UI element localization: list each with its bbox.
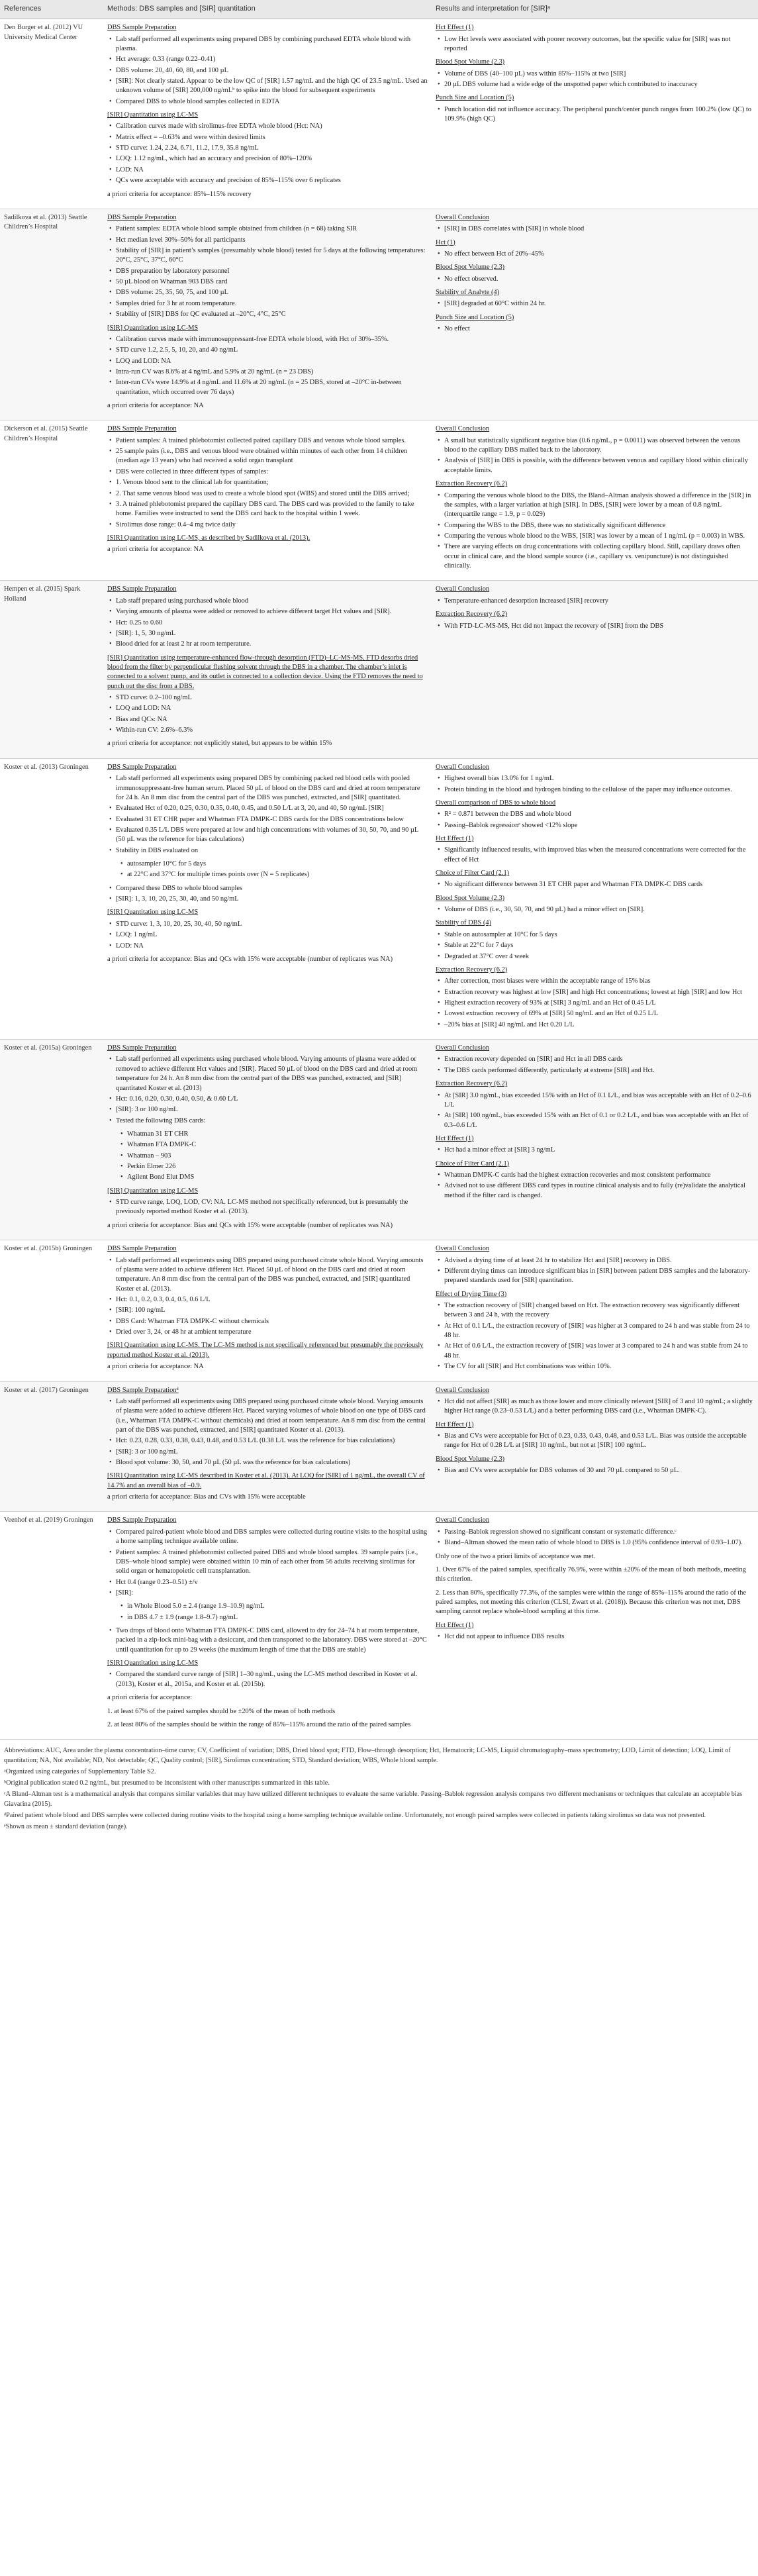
results-bullet-list [436,299,754,309]
table-header-row [0,0,758,19]
results-bullet-list [436,250,754,259]
methods-sub-bullet-item: • autosampler 10°C for 5 days [127,860,428,869]
methods-sub-bullet-item: • Agilent Bond Elut DMS [127,1173,428,1182]
footnote: ᶜA Bland–Altman test is a mathematical analysis that compares similar variables that may have utilized different techniques to evaluate the same variable. Passing–Bablok regression analysis compares two different mechanisms or techniques that calculate an acceptable bias Giavarina (2015). [4,1791,743,1808]
methods-sub-bullet-list [107,1602,428,1622]
reference-cell: Koster et al. (2013) Groningen [0,758,103,1039]
results-cell [432,421,758,581]
results-section-heading: Extraction Recovery (6.2) [436,1080,508,1088]
methods-bullet-item: • LOQ: 1 ng/mL [116,930,428,940]
results-section-heading: Overall Conclusion [436,1245,490,1253]
methods-bullet-list [107,335,428,397]
results-bullet-list [436,846,754,865]
results-bullet-item: • Temperature-enhanced desorption increased [SIR] recovery [444,597,754,606]
table-row [0,19,758,209]
header-references: References [0,0,103,19]
results-bullet-list [436,880,754,889]
methods-bullet-list [107,597,428,650]
methods-bullet-item: • Lab staff performed all experiments using DBS prepared using purchased citrate whole blood. Varying amounts of plasma were added to achieve different Hct. Placed varying volumes of whole blood on one type of DBS card (i.e., Whatman FTA DMPK-C without chemicals) and dried at room temperature. An 8 mm disc from the central part of the DBS was punched, extracted, and [SIR] quantitated Koster et al. (2013). [116,1397,428,1435]
results-section-heading: Overall comparison of DBS to whole blood [436,799,556,807]
results-bullet-list [436,436,754,475]
methods-bullet-item: • Compared the standard curve range of [SIR] 1–30 ng/mL, using the LC-MS method described in Koster et al. (2013), Koster et al., 2015a, and Koster et al. (2015b). [116,1670,428,1689]
footnote: ᵃOrganized using categories of Supplementary Table S2. [4,1767,156,1775]
results-section-heading: Overall Conclusion [436,1386,490,1394]
results-bullet-list [436,224,754,234]
results-bullet-list [436,491,754,571]
results-bullet-item: • At Hct of 0.6 L/L, the extraction recovery of [SIR] was lower at 3 compared to 24 h and was stable from 24 to 48 hr. [444,1342,754,1361]
methods-bullet-item: • 3. A trained phlebotomist prepared the capillary DBS card. The DBS card was provided to the family to take home. Families were instructed to send the DBS card back to the hospital within 1 week. [116,500,428,519]
results-bullet-list [436,810,754,830]
methods-bullet-item: • [SIR]: Not clearly stated. Appear to be the low QC of [SIR] 1.57 ng/mL and the high QC of 23.5 ng/mL. Used an unknown volume of [SIR] 200,000 ng/mLᵇ to spike into the blood for subsequent experiments [116,77,428,96]
results-note: Only one of the two a priori limits of acceptance was met. [436,1552,596,1560]
methods-sub-bullet-item: • Whatman 31 ET CHR [127,1130,428,1139]
results-section-heading: Overall Conclusion [436,763,490,771]
results-bullet-item: • Punch location did not influence accuracy. The peripheral punch/center punch ranges from 100.2% (low QC) to 109.9% (high QC) [444,105,754,124]
methods-note: 2. at least 80% of the samples should be within the range of 85%–115% around the ratio of the paired samples [107,1720,411,1728]
results-bullet-list [436,35,754,54]
methods-bullet-item: • Evaluated 31 ET CHR paper and Whatman FTA DMPK-C DBS cards for the DBS concentrations below [116,815,428,824]
results-bullet-item: • At Hct of 0.1 L/L, the extraction recovery of [SIR] was higher at 3 compared to 24 h and was stable from 24 to 48 hr. [444,1322,754,1341]
results-bullet-item: • Hct had a minor effect at [SIR] 3 ng/mL [444,1146,754,1155]
results-note: 2. Less than 80%, specifically 77.3%, of the samples were within the range of 85%–115% around the ratio of the paired samples, not meeting this criterion (CLSI, Zwart et al. (2018)). Because this criterion was not met, DBS sampling cannot replace whole-blood sampling at this time. [436,1589,747,1616]
results-bullet-item: • There are varying effects on drug concentrations with collecting capillary blood. Still, capillary draws often occur in clinical care, and the blood sample source (i.e., capillary vs. venipuncture) is not distinguished clinically. [444,542,754,571]
table-row [0,421,758,581]
methods-bullet-item: • 1. Venous blood sent to the clinical lab for quantitation; [116,478,428,487]
methods-cell [103,758,432,1039]
table-row [0,1240,758,1381]
results-bullet-list [436,1397,754,1416]
results-bullet-list [436,1171,754,1201]
results-bullet-list [436,70,754,90]
results-section-heading: Hct Effect (1) [436,24,474,32]
results-bullet-item: • Bias and CVs were acceptable for Hct of 0.23, 0.33, 0.43, 0.48, and 0.53 L/L. Bias was outside the acceptable range for Hct of 0.28 L/L at [SIR] 10 ng/mL, but not at [SIR] 100 ng/mL. [444,1432,754,1451]
results-bullet-item: • Volume of DBS (40–100 µL) was within 85%–115% at two [SIR] [444,70,754,79]
results-bullet-item: • With FTD-LC-MS-MS, Hct did not impact the recovery of [SIR] from the DBS [444,622,754,631]
results-bullet-item: • Comparing the WBS to the DBS, there was no statistically significant difference [444,521,754,530]
results-bullet-item: • The extraction recovery of [SIR] changed based on Hct. The extraction recovery was significantly different between 3 and 24 h, with the recovery [444,1301,754,1320]
results-bullet-item: • Bland–Altman showed the mean ratio of whole blood to DBS is 1.0 (95% confidence interval of 0.93–1.07). [444,1538,754,1548]
methods-sub-bullet-item: • in DBS 4.7 ± 1.9 (range 1.8–9.7) ng/mL [127,1613,428,1622]
methods-section-heading: DBS Sample Preparation [107,425,177,433]
methods-sub-bullet-item: • Whatman – 903 [127,1152,428,1161]
methods-bullet-item: • Lab staff performed all experiments using prepared DBS by combining packed red blood cells with pooled immunosuppressant-free human serum. Placed 50 µL of blood on the DBS card and dried at room temperature for 24 h. An 8 mm disc from the central part of the DBS was punched, extracted, and [SIR] quantitated. [116,774,428,803]
results-bullet-item: • Volume of DBS (i.e., 30, 50, 70, and 90 µL) had a minor effect on [SIR]. [444,905,754,915]
methods-bullet-item: • Hct median level 30%–50% for all participants [116,236,428,245]
results-section-heading: Overall Conclusion [436,1044,490,1052]
methods-bullet-item: • Two drops of blood onto Whatman FTA DMPK-C DBS card, allowed to dry for 24–74 h at room temperature, packed in a zip-lock mini-bag with a desiccant, and then transported to the laboratory. DBS were stored at –20°C until quantitation for up to 29 weeks (the maximum length of time that the DBS are stable) [116,1626,428,1655]
methods-bullet-list [107,436,428,530]
methods-bullet-item: • Within-run CV: 2.6%–6.3% [116,726,428,735]
results-bullet-item: • The CV for all [SIR] and Hct combinations was within 10%. [444,1362,754,1371]
methods-bullet-list [107,1055,428,1126]
methods-bullet-item: • DBS preparation by laboratory personnel [116,267,428,276]
results-bullet-item: • Protein binding in the blood and hydrogen binding to the cellulose of the paper may influence outcomes. [444,785,754,795]
table-row [0,1040,758,1240]
methods-bullet-item: • STD curve: 1, 3, 10, 20, 25, 30, 40, 50 ng/mL [116,920,428,929]
results-bullet-list [436,1055,754,1075]
results-bullet-list [436,1432,754,1451]
methods-sub-bullet-list [107,860,428,880]
methods-section-heading: [SIR] Quantitation using LC-MS [107,111,199,119]
methods-bullet-list [107,884,428,905]
methods-bullet-item: • [SIR]: 1, 5, 30 ng/mL [116,629,428,638]
reference-cell: Koster et al. (2015b) Groningen [0,1240,103,1381]
methods-bullet-item: • LOQ and LOD: NA [116,357,428,366]
methods-bullet-item: • Calibration curves made with sirolimus-free EDTA whole blood (Hct: NA) [116,122,428,131]
methods-bullet-item: • [SIR]: [116,1589,428,1598]
results-bullet-item: • No significant difference between 31 ET CHR paper and Whatman FTA DMPK-C DBS cards [444,880,754,889]
results-bullet-list [436,597,754,606]
methods-bullet-list [107,693,428,735]
methods-sub-bullet-item: • Whatman FTA DMPK-C [127,1140,428,1150]
methods-bullet-item: • Patient samples: A trained phlebotomist collected paired capillary DBS and venous whole blood samples. [116,436,428,446]
results-section-heading: Punch Size and Location (5) [436,313,514,321]
results-bullet-item: • –20% bias at [SIR] 40 ng/mL and Hct 0.20 L/L [444,1020,754,1030]
results-bullet-list [436,977,754,1030]
results-bullet-list [436,930,754,962]
methods-bullet-item: • QCs were acceptable with accuracy and precision of 85%–115% over 6 replicates [116,176,428,185]
methods-note: a priori criteria for acceptance: 85%–115% recovery [107,190,252,198]
methods-section-heading: [SIR] Quantitation using LC-MS [107,1187,199,1195]
results-section-heading: Hct Effect (1) [436,1134,474,1142]
methods-bullet-item: • STD curve 1.2, 2.5, 5, 10, 20, and 40 ng/mL [116,346,428,355]
methods-section-heading: [SIR] Quantitation using LC-MS. The LC-MS method is not specifically referenced but presumably the previously reported method Koster et al. (2013). [107,1342,424,1359]
methods-cell [103,1381,432,1512]
results-bullet-list [436,1091,754,1130]
results-bullet-item: • Whatman DMPK-C cards had the highest extraction recoveries and most consistent performance [444,1171,754,1180]
results-cell [432,1381,758,1512]
methods-cell [103,19,432,209]
results-section-heading: Hct (1) [436,238,455,246]
results-bullet-item: • Significantly influenced results, with improved bias when the measured concentrations were corrected for the effect of Hct [444,846,754,865]
methods-section-heading: [SIR] Quantitation using LC-MS described in Koster et al. (2013). At LOQ for [SIR] of 1 ng/mL, the overall CV of 14.7% and an overall bias of –0.9. [107,1472,425,1489]
methods-bullet-item: • Samples dried for 3 hr at room temperature. [116,299,428,309]
methods-bullet-item: • Hct average: 0.33 (range 0.22–0.41) [116,55,428,64]
results-cell [432,581,758,758]
results-bullet-item: • Lowest extraction recovery of 69% at [SIR] 50 ng/mL and an Hct of 0.25 L/L [444,1009,754,1018]
methods-bullet-list [107,1670,428,1689]
methods-sub-bullet-item: • Perkin Elmer 226 [127,1162,428,1171]
methods-bullet-item: • LOQ and LOD: NA [116,704,428,713]
results-section-heading: Choice of Filter Card (2.1) [436,869,510,877]
methods-sub-bullet-list [107,1130,428,1183]
results-note: 1. Over 67% of the paired samples, specifically 76.9%, were within ±20% of the mean of both methods, meeting this criterion. [436,1565,746,1583]
methods-bullet-item: • [SIR]: 1, 3, 10, 20, 25, 30, 40, and 50 ng/mL [116,895,428,904]
results-bullet-list [436,324,754,334]
results-bullet-list [436,905,754,915]
methods-bullet-item: • Bias and QCs: NA [116,715,428,724]
methods-bullet-list [107,122,428,185]
results-bullet-item: • Stable on autosampler at 10°C for 5 days [444,930,754,940]
methods-section-heading: DBS Sample Preparation [107,213,177,221]
results-section-heading: Extraction Recovery (6.2) [436,611,508,619]
methods-bullet-item: • Stability of [SIR] in patient’s samples (presumably whole blood) tested for 5 days at the following temperatures: 20°C, 25°C, 37°C, 60°C [116,246,428,266]
methods-bullet-item: • DBS were collected in three different types of samples: [116,468,428,477]
results-section-heading: Hct Effect (1) [436,1621,474,1629]
results-section-heading: Hct Effect (1) [436,1420,474,1428]
results-bullet-list [436,1466,754,1475]
methods-note: a priori criteria for acceptance: NA [107,1363,204,1371]
results-bullet-item: • At [SIR] 100 ng/mL, bias exceeded 15% with an Hct of 0.1 or 0.2 L/L, and bias was acceptable with an Hct of 0.3–0.6 L/L [444,1111,754,1130]
methods-note: a priori criteria for acceptance: [107,1694,193,1702]
results-section-heading: Blood Spot Volume (2.3) [436,58,505,66]
methods-section-heading: [SIR] Quantitation using LC-MS [107,909,199,916]
reference-cell: Hempen et al. (2015) Spark Holland [0,581,103,758]
results-bullet-list [436,1528,754,1548]
results-cell [432,1240,758,1381]
results-bullet-item: • No effect observed. [444,275,754,284]
methods-section-heading: DBS Sample Preparation [107,1245,177,1253]
methods-bullet-item: • DBS Card: Whatman FTA DMPK-C without chemicals [116,1317,428,1326]
results-bullet-item: • 20 µL DBS volume had a wide edge of the unspotted paper which contributed to inaccuracy [444,80,754,89]
methods-bullet-item: • 25 sample pairs (i.e., DBS and venous blood were obtained within minutes of each other from 14 children (median age 13 years) who had received a solid organ transplant [116,447,428,466]
header-methods: Methods: DBS samples and [SIR] quantitation [103,0,432,19]
methods-bullet-item: • Evaluated 0.35 L/L DBS were prepared at low and high concentrations with volumes of 30, 50, 70, and 90 µL (50 µL was the reference for bias calculations) [116,826,428,845]
results-bullet-item: • The DBS cards performed differently, particularly at extreme [SIR] and Hct. [444,1066,754,1075]
methods-bullet-item: • Lab staff prepared using purchased whole blood [116,597,428,606]
results-section-heading: Blood Spot Volume (2.3) [436,894,505,902]
methods-bullet-list [107,774,428,856]
methods-cell [103,1040,432,1240]
results-section-heading: Overall Conclusion [436,585,490,593]
methods-bullet-item: • Dried over 3, 24, or 48 hr at ambient temperature [116,1328,428,1337]
results-bullet-list [436,1301,754,1372]
methods-bullet-list [107,1528,428,1599]
results-bullet-item: • Advised a drying time of at least 24 hr to stabilize Hct and [SIR] recovery in DBS. [444,1256,754,1265]
results-section-heading: Overall Conclusion [436,213,490,221]
methods-bullet-item: • STD curve: 1.24, 2.24, 6.71, 11.2, 17.9, 35.8 ng/mL [116,144,428,153]
results-section-heading: Choice of Filter Card (2.1) [436,1160,510,1167]
results-section-heading: Blood Spot Volume (2.3) [436,1455,505,1463]
table-row [0,758,758,1039]
methods-note: 1. at least 67% of the paired samples should be ±20% of the mean of both methods [107,1707,336,1715]
methods-bullet-item: • [SIR]: 100 ng/mL [116,1306,428,1315]
results-bullet-item: • Extraction recovery was highest at low [SIR] and high Hct concentrations; lowest at high [SIR] and low Hct [444,988,754,997]
methods-cell [103,1512,432,1740]
methods-note: a priori criteria for acceptance: Bias and QCs with 15% were acceptable (number of replicates was NA) [107,955,393,963]
methods-section-heading: [SIR] Quantitation using LC-MS [107,324,199,332]
methods-bullet-item: • Compared paired-patient whole blood and DBS samples were collected during routine visits to the hospital using a home sampling technique available online. [116,1528,428,1547]
methods-note: a priori criteria for acceptance: NA [107,402,204,410]
methods-cell [103,421,432,581]
methods-bullet-item: • STD curve range, LOQ, LOD, CV: NA. LC-MS method not specifically referenced, but is presumably the previously reported method Koster et al. (2013). [116,1198,428,1217]
methods-cell [103,1240,432,1381]
methods-section-heading: DBS Sample Preparationᵈ [107,1386,179,1394]
methods-bullet-item: • Hct 0.4 (range 0.23–0.51) ±/v [116,1578,428,1587]
methods-bullet-item: • STD curve: 0.2–100 ng/mL [116,693,428,703]
results-section-heading: Extraction Recovery (6.2) [436,966,508,973]
methods-bullet-item: • Hct: 0.1, 0.2, 0.3, 0.4, 0.5, 0.6 L/L [116,1295,428,1305]
methods-note: a priori criteria for acceptance: not explicitly stated, but appears to be within 15% [107,740,332,748]
methods-bullet-item: • 50 µL blood on Whatman 903 DBS card [116,277,428,287]
results-section-heading: Overall Conclusion [436,425,490,433]
methods-section-heading: DBS Sample Preparation [107,24,177,32]
methods-bullet-item: • Blood dried for at least 2 hr at room temperature. [116,640,428,649]
methods-bullet-item: • DBS volume: 25, 35, 50, 75, and 100 µL [116,288,428,297]
methods-bullet-item: • [SIR]: 3 or 100 ng/mL [116,1105,428,1115]
table-row [0,1512,758,1740]
methods-cell [103,209,432,420]
methods-bullet-item: • Patient samples: A trained phlebotomist collected paired DBS and whole blood samples. 39 sample pairs (i.e., DBS–whole blood sample) were obtained within 10 min of each other from 56 adults receiving sirolimus for solid organ or hematopoietic cell transplantation. [116,1548,428,1577]
methods-bullet-item: • Compared DBS to whole blood samples collected in EDTA [116,97,428,107]
methods-bullet-item: • Blood spot volume: 30, 50, and 70 µL (50 µL was the reference for bias calculations) [116,1458,428,1467]
footnote: Abbreviations: AUC, Area under the plasma concentration–time curve; CV, Coefficient of variation; DBS, Dried blood spot; FTD, Flow–through desorption; Hct, Hematocrit; LC-MS, Liquid chromatography–mass spectrometry; LOD, Limit of detection; LOQ, Limit of quantitation; NA, Not available; ND, Not detectable; QC, Quality control; [SIR], Sirolimus concentration; STD, Standard deviation; WBS, Whole blood sample. [4,1747,731,1764]
reference-cell: Koster et al. (2015a) Groningen [0,1040,103,1240]
methods-bullet-item: • Tested the following DBS cards: [116,1116,428,1126]
methods-bullet-item: • Inter-run CVs were 14.9% at 4 ng/mL and 11.6% at 20 ng/mL (n = 25 DBS, stored at –20°C in-between quantitation, which occurred over 76 days) [116,378,428,397]
methods-section-heading: DBS Sample Preparation [107,585,177,593]
methods-bullet-list [107,224,428,319]
results-cell [432,19,758,209]
methods-bullet-item: • LOD: NA [116,166,428,175]
methods-bullet-item: • DBS volume: 20, 40, 60, 80, and 100 µL [116,66,428,75]
methods-sub-bullet-item: • at 22°C and 37°C for multiple times points over (N = 5 replicates) [127,870,428,879]
methods-bullet-item: • LOD: NA [116,942,428,951]
methods-bullet-item: • Lab staff performed all experiments using purchased whole blood. Varying amounts of plasma were added or removed to achieve different Hct values and [SIR]. Placed 50 µL of blood on the DBS card and dried at room temperature for 24 h. An 8 mm disc from the central part of the DBS was punched, extracted, and [SIR] quantitated Koster et al. (2013) [116,1055,428,1093]
methods-section-heading: [SIR] Quantitation using LC-MS, as described by Sadilkova et al. (2013). [107,534,310,542]
methods-bullet-item: • Intra-run CV was 8.6% at 4 ng/mL and 5.9% at 20 ng/mL (n = 23 DBS) [116,368,428,377]
results-bullet-item: • Passing–Bablok regressionᶜ showed <12% slope [444,821,754,830]
methods-bullet-item: • Lab staff performed all experiments using prepared DBS by combining purchased EDTA whole blood with plasma. [116,35,428,54]
table-row [0,1381,758,1512]
reference-cell: Veenhof et al. (2019) Groningen [0,1512,103,1740]
results-bullet-item: • Extraction recovery depended on [SIR] and Hct in all DBS cards [444,1055,754,1064]
table-body [0,19,758,1740]
methods-section-heading: DBS Sample Preparation [107,1044,177,1052]
results-bullet-item: • Degraded at 37°C over 4 week [444,952,754,962]
results-cell [432,1512,758,1740]
results-bullet-item: • After correction, most biases were within the acceptable range of 15% bias [444,977,754,986]
methods-bullet-item: • Hct: 0.16, 0.20, 0.30, 0.40, 0.50, & 0.60 L/L [116,1095,428,1104]
methods-bullet-list [107,1626,428,1655]
methods-bullet-item: • Stability of [SIR] DBS for QC evaluated at –20°C, 4°C, 25°C [116,310,428,319]
results-bullet-item: • A small but statistically significant negative bias (0.6 ng/mL, p = 0.0011) was observed between the venous blood to the capillary DBS mailed back to the laboratory. [444,436,754,456]
results-bullet-item: • Comparing the venous whole blood to the WBS, [SIR] was lower by a mean of 1 ng/mL (p = 0.003) in WBS. [444,532,754,541]
results-bullet-item: • Highest overall bias 13.0% for 1 ng/mL [444,774,754,783]
methods-note: a priori criteria for acceptance: NA [107,546,204,554]
results-bullet-item: • No effect [444,324,754,334]
results-bullet-item: • No effect between Hct of 20%–45% [444,250,754,259]
results-bullet-item: • Comparing the venous whole blood to the DBS, the Bland–Altman analysis showed a difference in the [SIR] in the samples, with a larger variation at high [SIR]. In DBS, [SIR] were lower by a mean of 0.8 ng/mL (interquartile range = 1.9, p = 0.029) [444,491,754,520]
results-bullet-list [436,105,754,124]
methods-sub-bullet-item: • in Whole Blood 5.0 ± 2.4 (range 1.9–10.9) ng/mL [127,1602,428,1611]
results-cell [432,758,758,1039]
footnote: ᵈPaired patient whole blood and DBS samples were collected during routine visits to the hospital using a home sampling technique available online. Unfortunately, not enough paired samples were collected in patients taking sirolimus so data was not presented. [4,1811,706,1819]
reference-cell: Koster et al. (2017) Groningen [0,1381,103,1512]
methods-bullet-item: • 2. That same venous blood was used to create a whole blood spot (WBS) and stored until the DBS arrived; [116,489,428,499]
results-section-heading: Blood Spot Volume (2.3) [436,264,505,272]
results-cell [432,209,758,420]
results-bullet-item: • Hct did not affect [SIR] as much as those lower and more clinically relevant [SIR] of 3 and 10 ng/mL; a slightly higher Hct range (0.23–0.53 L/L) and a better performing DBS card (i.e., Whatman DMPK-C). [444,1397,754,1416]
methods-bullet-item: • Sirolimus dose range: 0.4–4 mg twice daily [116,520,428,530]
results-bullet-list [436,622,754,631]
reference-cell: Den Burger et al. (2012) VU University Medical Center [0,19,103,209]
methods-bullet-list [107,920,428,951]
reference-cell: Sadilkova et al. (2013) Seattle Children’s Hospital [0,209,103,420]
results-bullet-item: • Stable at 22°C for 7 days [444,941,754,950]
results-section-heading: Stability of DBS (4) [436,919,491,927]
methods-bullet-list [107,35,428,107]
methods-bullet-item: • Matrix effect = –0.63% and were within desired limits [116,133,428,142]
results-section-heading: Hct Effect (1) [436,834,474,842]
methods-bullet-item: • Calibration curves made with immunosuppressant-free EDTA whole blood, with Hct of 30%–35%. [116,335,428,344]
header-results: Results and interpretation for [SIR]ᵃ [432,0,758,19]
results-bullet-list [436,1632,754,1642]
methods-bullet-item: • Compared these DBS to whole blood samples [116,884,428,893]
methods-note: a priori criteria for acceptance: Bias and CVs with 15% were acceptable [107,1493,306,1501]
results-bullet-item: • [SIR] degraded at 60°C within 24 hr. [444,299,754,309]
methods-bullet-item: • LOQ: 1.12 ng/mL, which had an accuracy and precision of 80%–120% [116,154,428,164]
methods-cell [103,581,432,758]
results-section-heading: Stability of Analyte (4) [436,289,500,297]
results-bullet-list [436,275,754,284]
methods-bullet-item: • [SIR]: 3 or 100 ng/mL [116,1448,428,1457]
footnote: ᵇOriginal publication stated 0.2 ng/mL, but presumed to be inconsistent with other manuscripts summarized in this table. [4,1779,330,1787]
methods-note: a priori criteria for acceptance: Bias and QCs with 15% were acceptable (number of replicates was NA) [107,1221,393,1229]
methods-bullet-list [107,1198,428,1217]
results-section-heading: Extraction Recovery (6.2) [436,480,508,488]
results-bullet-item: • Different drying times can introduce significant bias in [SIR] between patient DBS samples and the laboratory-prepared standards used for [SIR] quantitation. [444,1267,754,1286]
methods-bullet-item: • Hct: 0.23, 0.28, 0.33, 0.38, 0.43, 0.48, and 0.53 L/L (0.38 L/L was the reference for bias calculations) [116,1436,428,1446]
results-bullet-item: • Passing–Bablok regression showed no significant constant or systematic difference.ᶜ [444,1528,754,1537]
table-row [0,209,758,420]
footnote: ᵉShown as mean ± standard deviation (range). [4,1823,128,1831]
results-bullet-list [436,1256,754,1286]
reference-cell: Dickerson et al. (2015) Seattle Children’s Hospital [0,421,103,581]
results-bullet-list [436,1146,754,1155]
results-bullet-item: • Analysis of [SIR] in DBS is possible, with the difference between venous and capillary blood within clinically acceptable limits. [444,456,754,475]
methods-bullet-list [107,1397,428,1468]
methods-bullet-item: • Stability in DBS evaluated on [116,846,428,856]
table-footnotes [0,1740,758,1832]
results-bullet-item: • At [SIR] 3.0 ng/mL, bias exceeded 15% with an Hct of 0.1 L/L, and bias was acceptable with an Hct of 0.2–0.6 L/L [444,1091,754,1111]
results-bullet-item: • Hct did not appear to influence DBS results [444,1632,754,1642]
results-cell [432,1040,758,1240]
results-section-heading: Punch Size and Location (5) [436,94,514,102]
methods-bullet-list [107,1256,428,1338]
results-bullet-item: • [SIR] in DBS correlates with [SIR] in whole blood [444,224,754,234]
table-row [0,581,758,758]
results-bullet-item: • Highest extraction recovery of 93% at [SIR] 3 ng/mL and an Hct of 0.45 L/L [444,999,754,1008]
methods-bullet-item: • Evaluated Hct of 0.20, 0.25, 0.30, 0.35, 0.40, 0.45, and 0.50 L/L at 3, 20, and 40, 50 ng/mL [SIR] [116,804,428,813]
results-section-heading: Effect of Drying Time (3) [436,1290,507,1298]
results-bullet-item: • Bias and CVs were acceptable for DBS volumes of 30 and 70 µL compared to 50 µL. [444,1466,754,1475]
results-bullet-item: • Advised not to use different DBS card types in routine clinical analysis and to fully (re)validate the analytical method if the filter card is changed. [444,1181,754,1201]
results-bullet-item: • R² = 0.871 between the DBS and whole blood [444,810,754,819]
results-bullet-item: • Low Hct levels were associated with poorer recovery outcomes, but the specific value for [SIR] was not reported [444,35,754,54]
results-section-heading: Overall Conclusion [436,1516,490,1524]
methods-section-heading: [SIR] Quantitation using LC-MS [107,1660,199,1667]
methods-bullet-item: • Varying amounts of plasma were added or removed to achieve different target Hct values and [SIR]. [116,607,428,617]
methods-bullet-item: • Lab staff performed all experiments using DBS prepared using purchased citrate whole blood. Varying amounts of plasma were added to achieve different Hct. Placed 50 µL of blood on the DBS card and dried at room temperature. An 8 mm disc from the central part of the DBS was punched, extracted, and [SIR] quantitated Koster et al. (2013). [116,1256,428,1294]
methods-bullet-item: • Patient samples: EDTA whole blood sample obtained from children (n = 68) taking SIR [116,224,428,234]
methods-section-heading: DBS Sample Preparation [107,1516,177,1524]
methods-bullet-item: • Hct: 0.25 to 0.60 [116,619,428,628]
methods-section-heading: [SIR] Quantitation using temperature-enhanced flow-through desorption (FTD)–LC-MS-MS. FTD desorbs dried blood from the filter by perpendicular flushing solvent through the DBS in a chamber. The chamber’s inlet is connected to a solvent pump, and its outlet is connected to a collection device. Using the FTD removes the need to punch out the disc from a DBS. [107,654,423,690]
results-bullet-list [436,774,754,795]
methods-section-heading: DBS Sample Preparation [107,763,177,771]
